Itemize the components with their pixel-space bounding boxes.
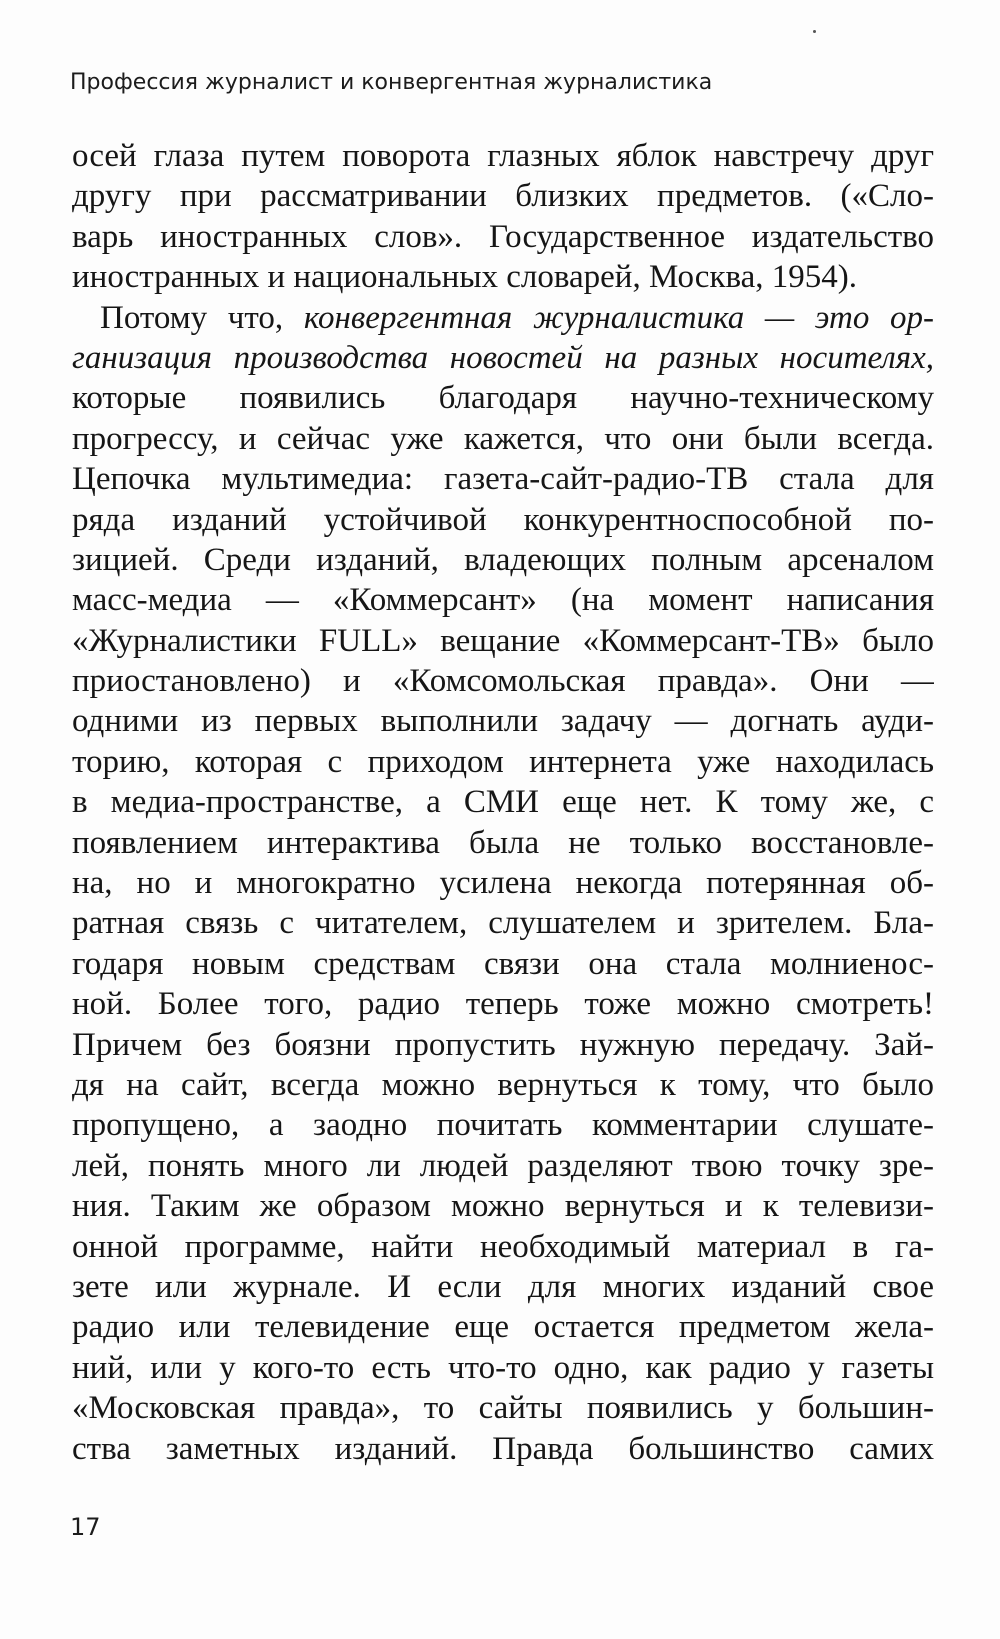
- text-line: «Московская правда», то сайты появились у большин-: [72, 1390, 934, 1427]
- text-line: торию, которая с приходом интернета уже находилась: [72, 743, 934, 780]
- text-line: на, но и многократно усилена некогда потерянная об-: [72, 865, 934, 902]
- text-line: радио или телевидение еще остается предметом жела-: [72, 1309, 934, 1346]
- text-line: одними из первых выполнили задачу — догнать ауди-: [72, 703, 934, 740]
- text-line: лей, понять много ли людей разделяют твою точку зре-: [72, 1147, 934, 1184]
- text-line: ной. Более того, радио теперь тоже можно смотреть!: [72, 986, 934, 1023]
- text-line: осей глаза путем поворота глазных яблок навстречу друг: [72, 138, 934, 174]
- text-line: варь иностранных слов». Государственное издательство: [72, 218, 934, 255]
- text-line: ратная связь с читателем, слушателем и зрителем. Бла-: [72, 905, 934, 942]
- text-line: зицией. Среди изданий, владеющих полным арсеналом: [72, 541, 934, 578]
- text-line: [72, 298, 934, 338]
- text-line: дя на сайт, всегда можно вернуться к тому, что было: [72, 1066, 934, 1103]
- text-line: появлением интерактива была не только восстановле-: [72, 824, 934, 861]
- text-line: [72, 338, 934, 378]
- text-line: масс-медиа — «Коммерсант» (на момент написания: [72, 582, 934, 619]
- text-line: зете или журнале. И если для многих изданий свое: [72, 1268, 934, 1305]
- text-line: годаря новым средствам связи она стала молниенос-: [72, 945, 934, 982]
- text-line: онной программе, найти необходимый материал в га-: [72, 1228, 934, 1265]
- running-head: Профессия журналист и конвергентная журналистика: [70, 70, 713, 95]
- text-line: «Журналистики FULL» вещание «Коммерсант-ТВ» было: [72, 622, 934, 659]
- text-line: иностранных и национальных словарей, Москва, 1954).: [72, 259, 858, 296]
- text-line: Причем без боязни пропустить нужную передачу. Зай-: [72, 1026, 934, 1063]
- text-line: прогрессу, и сейчас уже кажется, что они были всегда.: [72, 420, 934, 457]
- text-line: в медиа-пространстве, а СМИ еще нет. К тому же, с: [72, 784, 934, 821]
- text-line: другу при рассматривании близких предметов. («Сло-: [72, 178, 934, 215]
- text-line: которые появились благодаря научно-техническому: [72, 380, 934, 417]
- text-line: пропущено, а заодно почитать комментарии слушате-: [72, 1107, 934, 1144]
- text-line: Цепочка мультимедиа: газета-сайт-радио-ТВ стала для: [72, 461, 934, 498]
- body-text: [72, 136, 934, 1469]
- print-speck: [813, 30, 816, 33]
- text-line: ства заметных изданий. Правда большинство самих: [72, 1430, 934, 1467]
- text-line: ний, или у кого-то есть что-то одно, как радио у газеты: [72, 1349, 934, 1386]
- line-segment: Потому что,: [100, 299, 304, 336]
- italic-definition: ганизация производства новостей на разных носителях,: [72, 339, 934, 376]
- text-line: приостановлено) и «Комсомольская правда». Они —: [72, 663, 934, 700]
- page-number: 17: [70, 1513, 101, 1541]
- italic-definition: конвергентная журналистика — это ор-: [303, 299, 934, 336]
- text-line: ния. Таким же образом можно вернуться и к телевизи-: [72, 1188, 934, 1225]
- text-line: ряда изданий устойчивой конкурентноспособной по-: [72, 501, 934, 538]
